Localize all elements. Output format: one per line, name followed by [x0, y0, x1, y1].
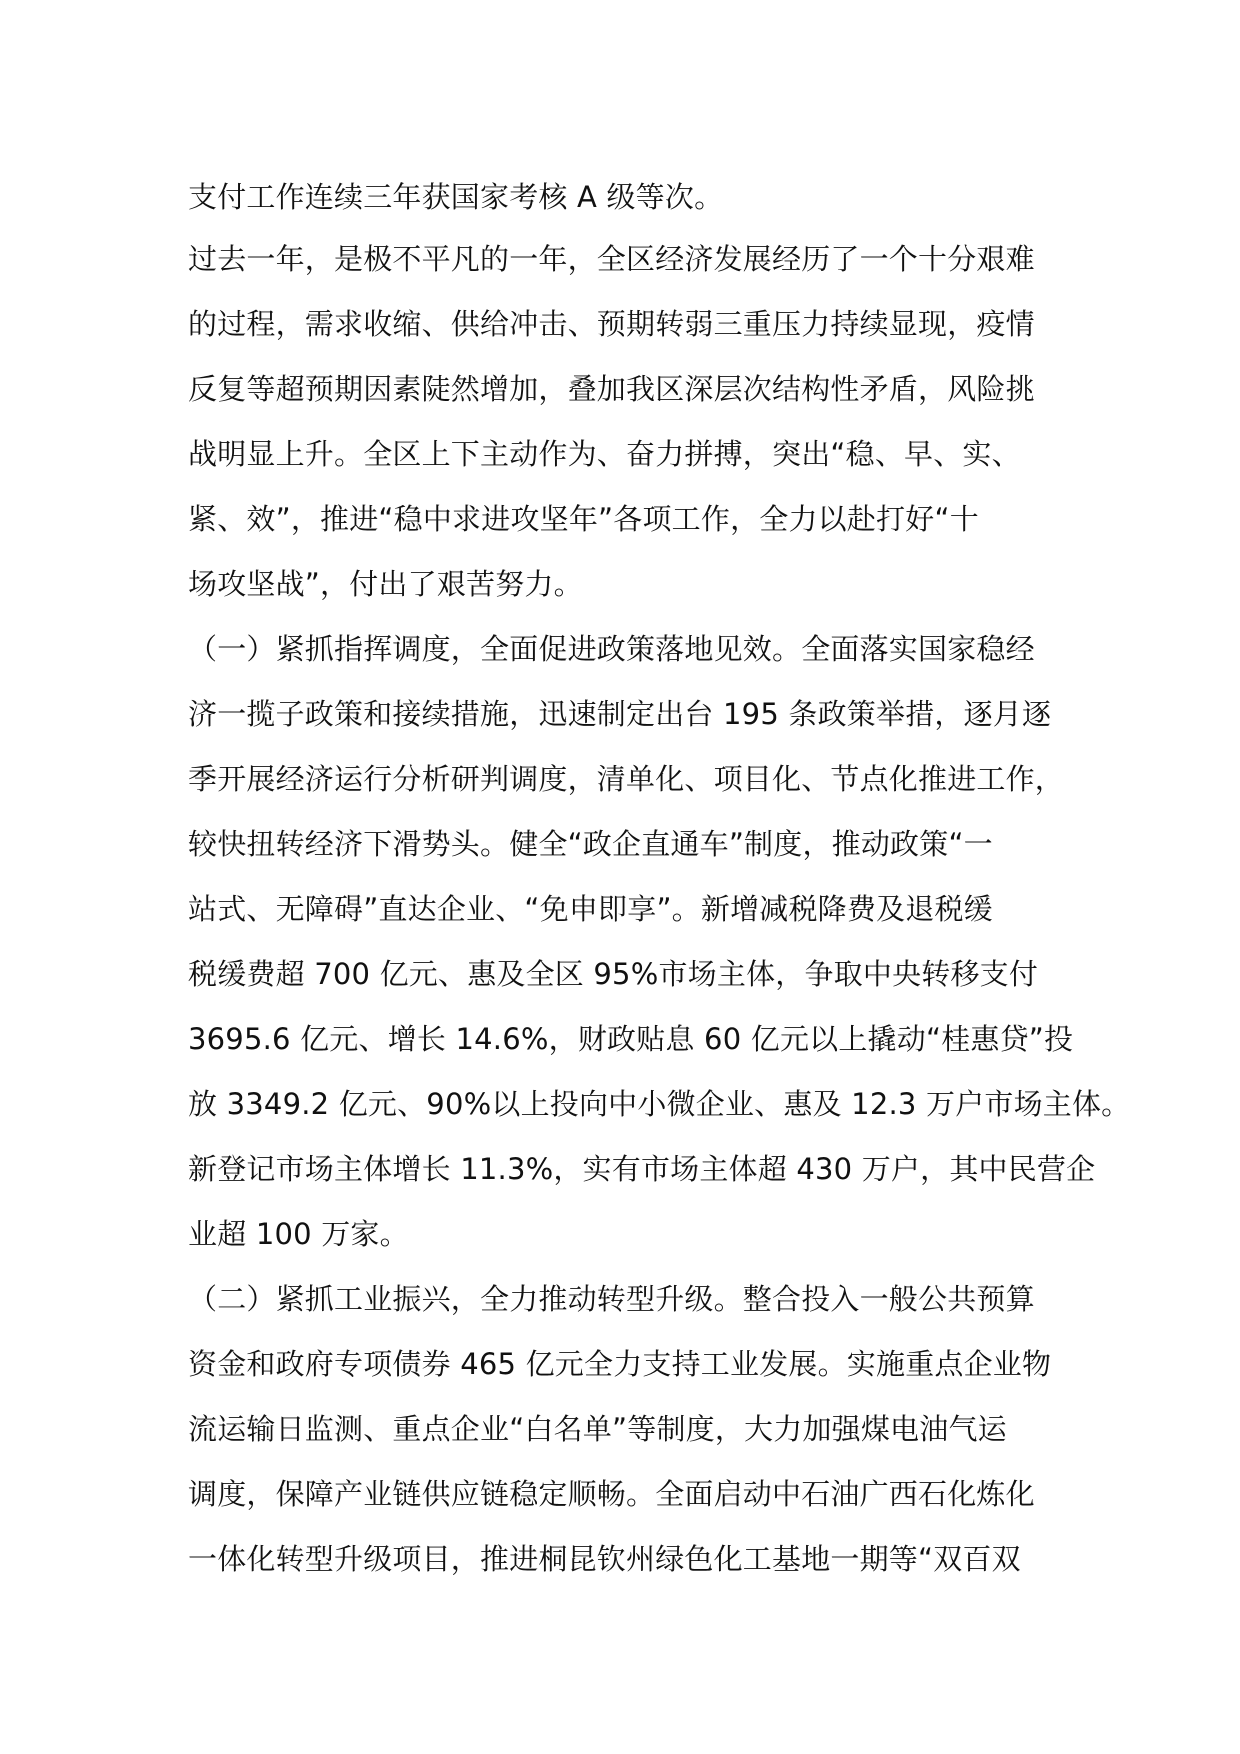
text-line: 较快扭转经济下滑势头。健全“政企直通车”制度，推动政策“一 [188, 827, 993, 861]
text-line: 反复等超预期因素陡然增加，叠加我区深层次结构性矛盾，风险挑 [188, 372, 1035, 406]
text-line: 战明显上升。全区上下主动作为、奋力拼搏，突出“稳、早、实、 [188, 437, 1021, 471]
text-line: 资金和政府专项债券 465 亿元全力支持工业发展。实施重点企业物 [188, 1347, 1052, 1381]
text-line: 一体化转型升级项目，推进桐昆钦州绿色化工基地一期等“双百双 [188, 1542, 1021, 1576]
text-line: 流运输日监测、重点企业“白名单”等制度，大力加强煤电油气运 [188, 1412, 1007, 1446]
text-line: 新登记市场主体增长 11.3%，实有市场主体超 430 万户，其中民营企 [188, 1152, 1096, 1186]
text-line: 过去一年，是极不平凡的一年，全区经济发展经历了一个十分艰难 [188, 242, 1035, 276]
text-line: 税缓费超 700 亿元、惠及全区 95%市场主体，争取中央转移支付 [188, 957, 1039, 991]
text-line: （二）紧抓工业振兴，全力推动转型升级。整合投入一般公共预算 [188, 1282, 1035, 1316]
text-line: 3695.6 亿元、增长 14.6%，财政贴息 60 亿元以上撬动“桂惠贷”投 [188, 1022, 1074, 1056]
text-line: 的过程，需求收缩、供给冲击、预期转弱三重压力持续显现，疫情 [188, 307, 1035, 341]
document-body [188, 167, 1131, 1592]
text-line: 放 3349.2 亿元、90%以上投向中小微企业、惠及 12.3 万户市场主体。 [188, 1087, 1131, 1121]
text-line: 紧、效”，推进“稳中求进攻坚年”各项工作，全力以赴打好“十 [188, 502, 979, 536]
text-line: 业超 100 万家。 [188, 1217, 409, 1251]
text-line: 调度，保障产业链供应链稳定顺畅。全面启动中石油广西石化炼化 [188, 1477, 1035, 1511]
text-line: 济一揽子政策和接续措施，迅速制定出台 195 条政策举措，逐月逐 [188, 697, 1052, 731]
text-line: 支付工作连续三年获国家考核 A 级等次。 [188, 180, 724, 214]
text-line: 场攻坚战”，付出了艰苦努力。 [188, 567, 583, 601]
text-line: 站式、无障碍”直达企业、“免申即享”。新增减税降费及退税缓 [188, 892, 993, 926]
text-line: 季开展经济运行分析研判调度，清单化、项目化、节点化推进工作， [188, 762, 1065, 796]
text-line: （一）紧抓指挥调度，全面促进政策落地见效。全面落实国家稳经 [188, 632, 1035, 666]
